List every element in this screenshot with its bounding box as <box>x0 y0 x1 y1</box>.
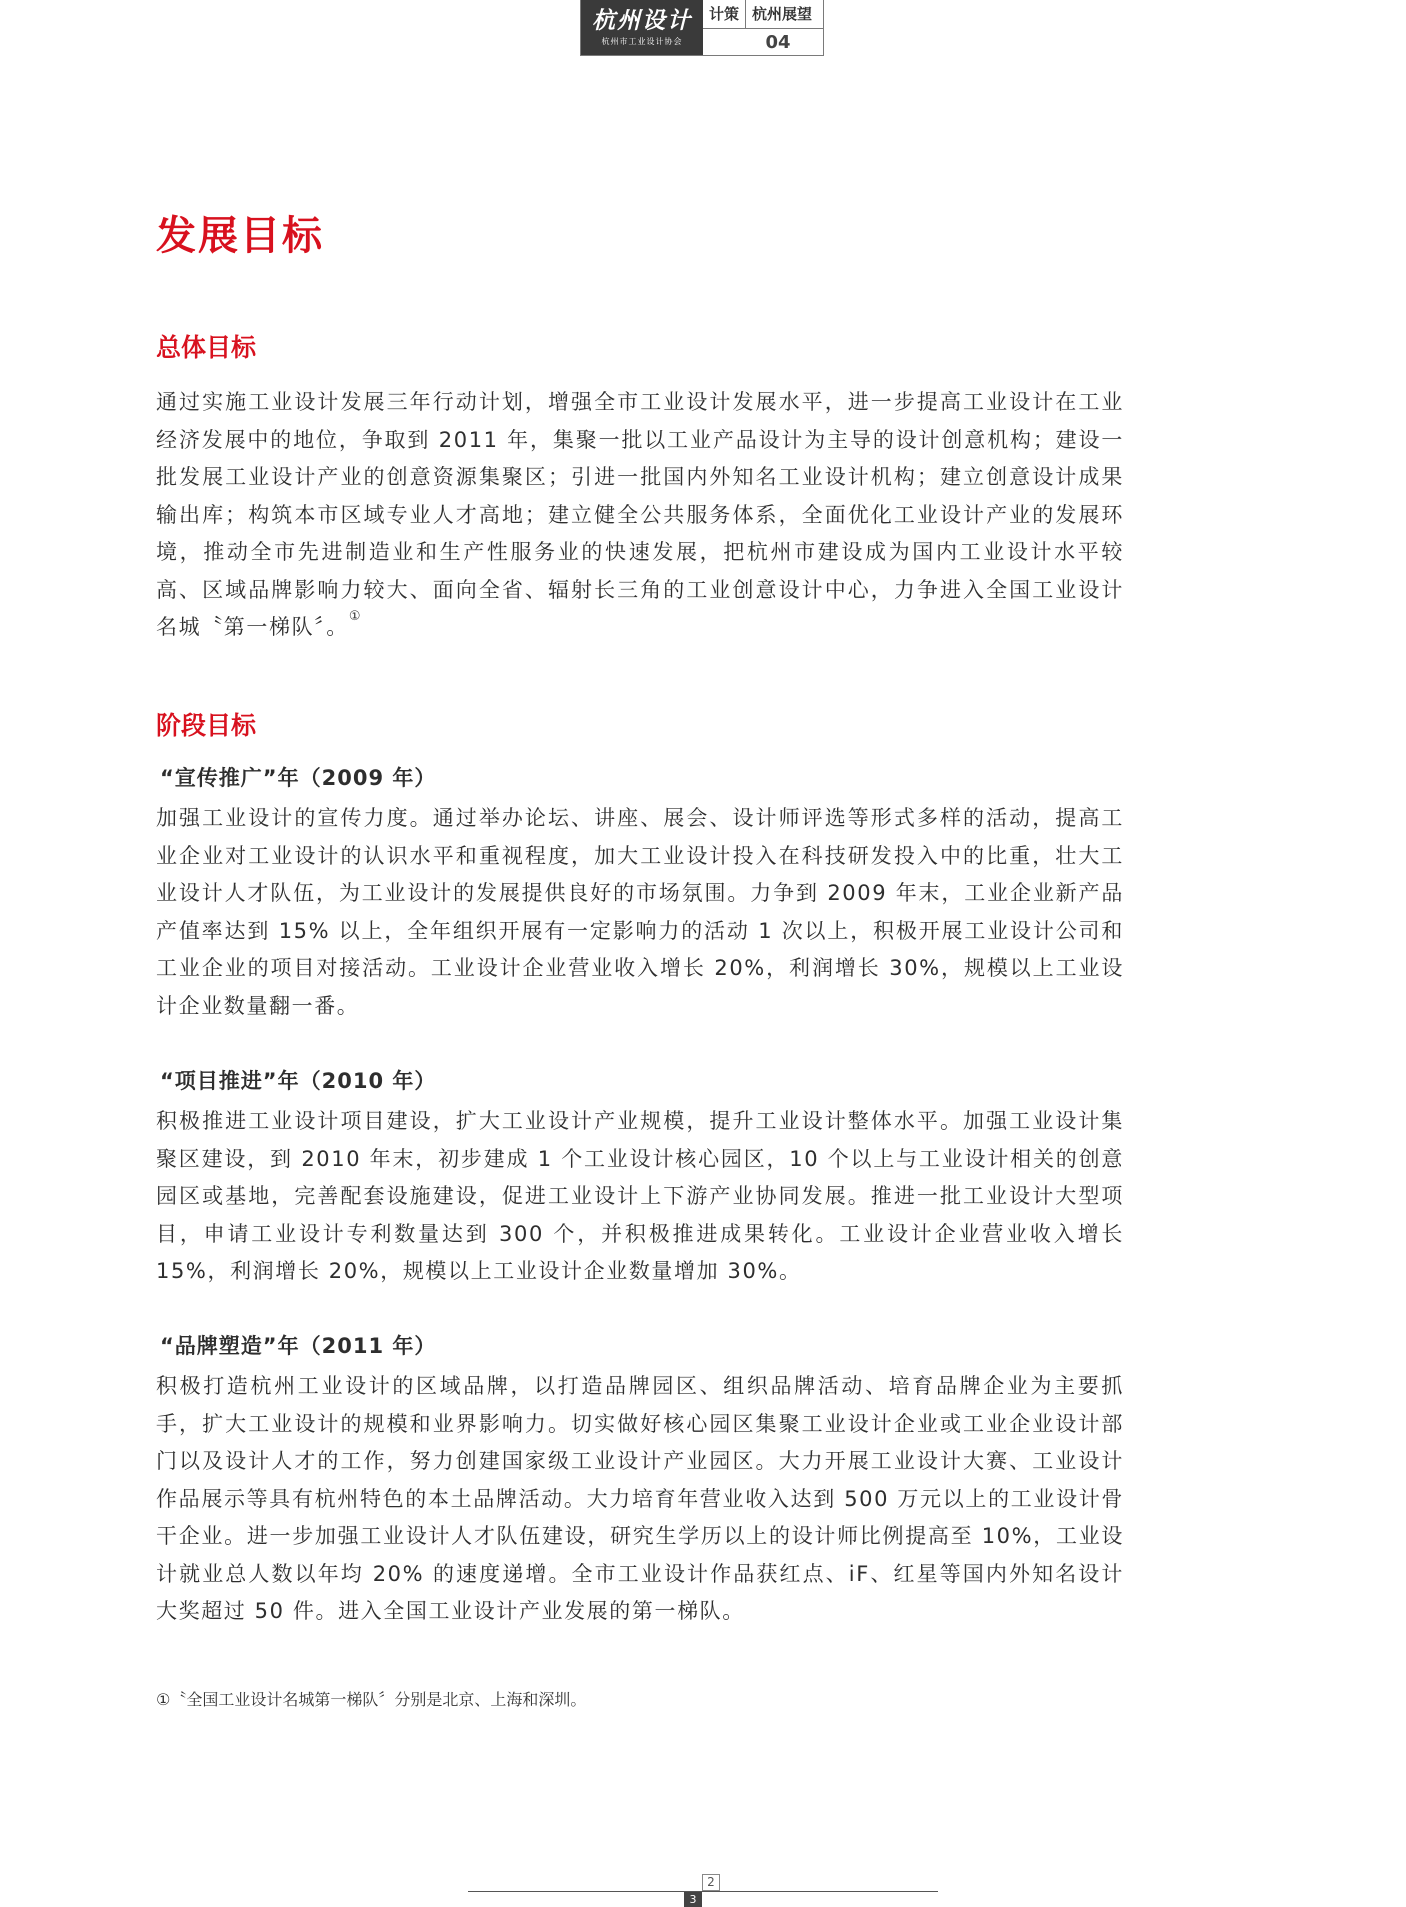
stage-2009-text: 加强工业设计的宣传力度。通过举办论坛、讲座、展会、设计师评选等形式多样的活动，提高工业企业对工业设计的认识水平和重视程度，加大工业设计投入在科技研发投入中的比重，壮大工业设计人才队伍，为工业设计的发展提供良好的市场氛围。力争到 2009 年末，工业企业新产品产值率达到 15% 以上，全年组织开展有一定影响力的活动 1 次以上，积极开展工业设计公司和工业企业的项目对接活动。工业设计企业营业收入增长 20%，利润增长 30%，规模以上工业设计企业数量翻一番。 <box>156 806 1124 1018</box>
overall-text: 通过实施工业设计发展三年行动计划，增强全市工业设计发展水平，进一步提高工业设计在工业经济发展中的地位，争取到 2011 年，集聚一批以工业产品设计为主导的设计创意机构；建设一批发展工业设计产业的创意资源集聚区；引进一批国内外知名工业设计机构；建立创意设计成果输出库；构筑本市区域专业人才高地；建立健全公共服务体系，全面优化工业设计产业的发展环境，推动全市先进制造业和生产性服务业的快速发展，把杭州市建设成为国内工业设计水平较高、区域品牌影响力较大、面向全省、辐射长三角的工业创意设计中心，力争进入全国工业设计名城〝第一梯队〞。 <box>156 390 1124 639</box>
page-number-left: 2 <box>702 1874 720 1891</box>
header-tab-outlook: 杭州展望 <box>745 0 818 28</box>
logo-text: 杭州设计 <box>592 7 692 34</box>
header-tab-policy: 计策 <box>709 5 740 23</box>
footnote: ①〝全国工业设计名城第一梯队〞分别是北京、上海和深圳。 <box>156 1690 587 1709</box>
header-section-info <box>703 0 823 55</box>
header-section-number: 04 <box>765 32 791 53</box>
section-heading-stage: 阶段目标 <box>156 711 257 740</box>
page-header-tab <box>580 0 824 56</box>
footer-rule <box>468 1891 938 1892</box>
page-title: 发展目标 <box>156 213 324 259</box>
logo <box>581 0 703 55</box>
header-tabs <box>703 0 823 29</box>
stage-2011-title: “品牌塑造”年（2011 年） <box>160 1334 437 1358</box>
stage-2009-title: “宣传推广”年（2009 年） <box>160 766 437 790</box>
section-heading-overall: 总体目标 <box>156 333 257 362</box>
footnote-marker: ① <box>348 609 363 624</box>
stage-2010-title: “项目推进”年（2010 年） <box>160 1069 437 1093</box>
stage-2011-text: 积极打造杭州工业设计的区域品牌，以打造品牌园区、组织品牌活动、培育品牌企业为主要抓手，扩大工业设计的规模和业界影响力。切实做好核心园区集聚工业设计企业或工业企业设计部门以及设计人才的工作，努力创建国家级工业设计产业园区。大力开展工业设计大赛、工业设计作品展示等具有杭州特色的本土品牌活动。大力培育年营业收入达到 500 万元以上的工业设计骨干企业。进一步加强工业设计人才队伍建设，研究生学历以上的设计师比例提高至 10%，工业设计就业总人数以年均 20% 的速度递增。全市工业设计作品获红点、iF、红星等国内外知名设计大奖超过 50 件。进入全国工业设计产业发展的第一梯队。 <box>156 1374 1124 1623</box>
stage-2010-text: 积极推进工业设计项目建设，扩大工业设计产业规模，提升工业设计整体水平。加强工业设计集聚区建设，到 2010 年末，初步建成 1 个工业设计核心园区，10 个以上与工业设计相关的创意园区或基地，完善配套设施建设，促进工业设计上下游产业协同发展。推进一批工业设计大型项目，申请工业设计专利数量达到 300 个，并积极推进成果转化。工业设计企业营业收入增长 15%，利润增长 20%，规模以上工业设计企业数量增加 30%。 <box>156 1109 1124 1283</box>
logo-subtitle: 杭州市工业设计协会 <box>601 37 683 46</box>
page-number-right: 3 <box>684 1892 702 1907</box>
overall-paragraph <box>156 384 1124 647</box>
